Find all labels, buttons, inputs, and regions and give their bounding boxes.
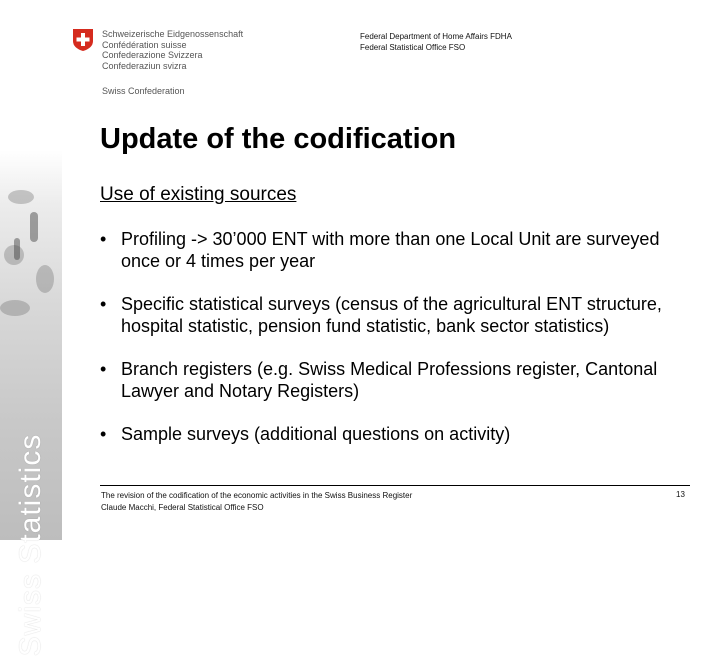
sidebar-photo-strip <box>0 150 62 656</box>
bullet-marker: • <box>100 359 107 379</box>
footer-text <box>101 490 412 514</box>
list-item <box>100 293 700 337</box>
bullet-marker: • <box>100 424 107 444</box>
page-number: 13 <box>676 490 685 499</box>
footer-author: Claude Macchi, Federal Statistical Office FSO <box>101 503 264 512</box>
confederation-wordmark <box>102 29 243 97</box>
bullet-text: Profiling -> 30’000 ENT with more than one Local Unit are surveyed once or 4 times per year <box>121 229 660 271</box>
photo-texture <box>30 212 38 242</box>
swiss-confederation-label: Swiss Confederation <box>102 86 185 96</box>
photo-texture <box>36 265 54 293</box>
department-header <box>360 31 512 53</box>
bullet-text: Sample surveys (additional questions on activity) <box>121 424 511 444</box>
list-item <box>100 228 700 272</box>
department-name: Federal Department of Home Affairs FDHA <box>360 32 512 41</box>
photo-texture <box>14 238 20 260</box>
section-subtitle: Use of existing sources <box>100 184 297 205</box>
office-name: Federal Statistical Office FSO <box>360 43 466 52</box>
bullet-marker: • <box>100 229 107 249</box>
bullet-text: Branch registers (e.g. Swiss Medical Professions register, Cantonal Lawyer and Notary Registers) <box>121 359 658 401</box>
brand-line: Confederaziun svizra <box>102 60 187 71</box>
footer-divider <box>100 485 690 486</box>
swiss-cross-icon <box>72 28 94 52</box>
bullet-text: Specific statistical surveys (census of the agricultural ENT structure, hospital statistic, pension fund statistic, bank sector statistics) <box>121 294 662 336</box>
page-title: Update of the codification <box>100 123 457 155</box>
bullet-list <box>100 228 700 466</box>
brand-line: Schweizerische Eidgenossenschaft <box>102 29 244 39</box>
sidebar-title: Swiss Statistics <box>14 433 47 656</box>
photo-texture <box>0 300 30 316</box>
brand-line: Confederazione Svizzera <box>102 50 203 60</box>
footer-presentation-title: The revision of the codification of the economic activities in the Swiss Business Register <box>101 491 413 500</box>
bullet-marker: • <box>100 294 107 314</box>
photo-texture <box>8 190 34 204</box>
list-item <box>100 358 700 402</box>
list-item <box>100 423 700 445</box>
brand-line: Confédération suisse <box>102 39 187 50</box>
